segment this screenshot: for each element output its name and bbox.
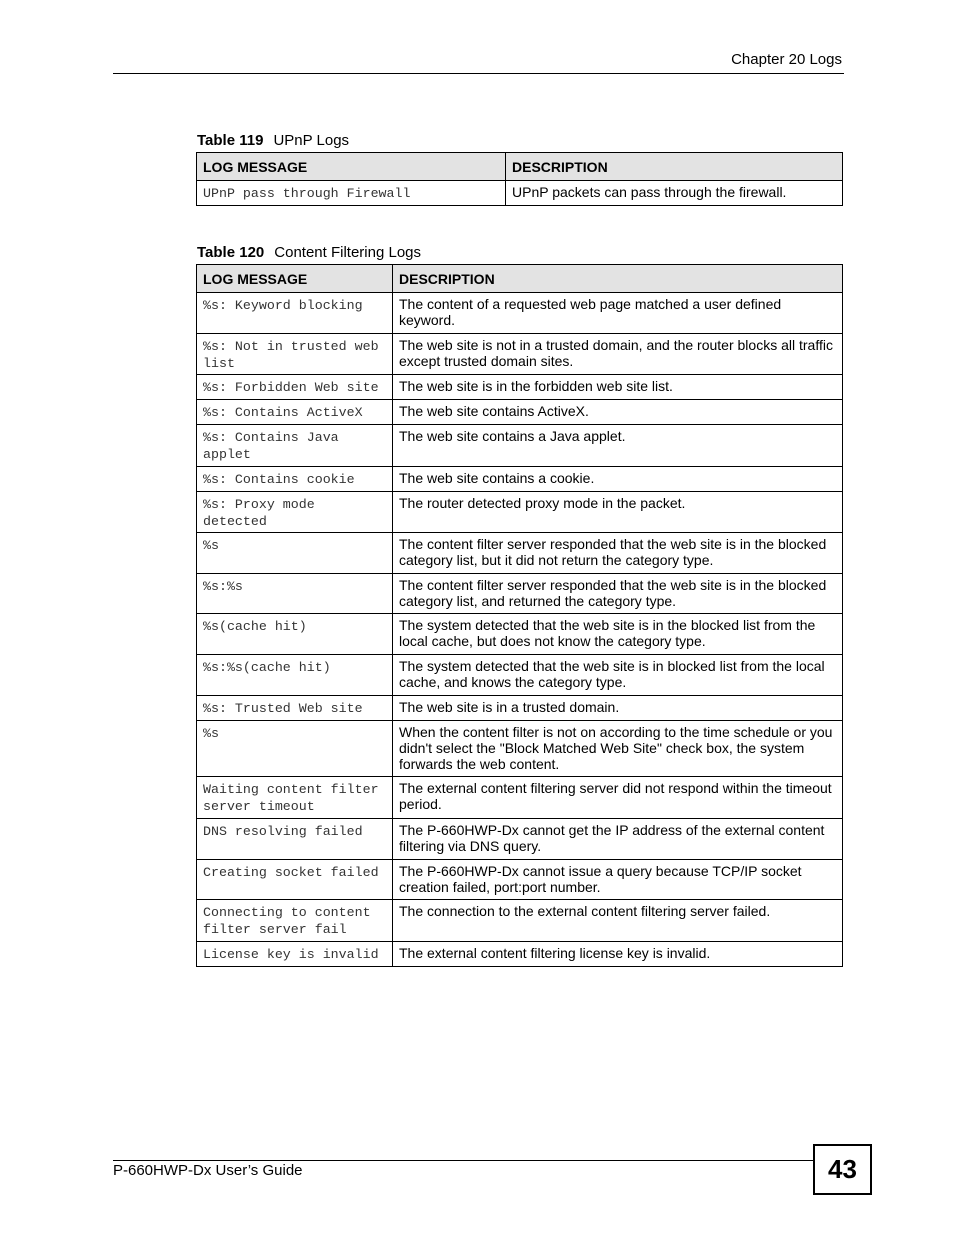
- log-message-cell: UPnP pass through Firewall: [197, 181, 506, 206]
- header-rule: [113, 73, 844, 74]
- description-cell: UPnP packets can pass through the firewall.: [506, 181, 843, 206]
- description-cell: The P-660HWP-Dx cannot issue a query because TCP/IP socket creation failed, port:port number.: [393, 860, 843, 900]
- log-message-cell: %s(cache hit): [197, 614, 393, 655]
- log-message-cell: Waiting content filter server timeout: [197, 777, 393, 819]
- description-cell: The P-660HWP-Dx cannot get the IP address of the external content filtering via DNS query.: [393, 819, 843, 860]
- description-cell: The router detected proxy mode in the packet.: [393, 492, 843, 533]
- log-message-cell: DNS resolving failed: [197, 819, 393, 860]
- log-message-cell: %s: Not in trusted web list: [197, 334, 393, 375]
- column-header-description: DESCRIPTION: [393, 265, 843, 293]
- table-row: [197, 696, 843, 721]
- description-cell: The content of a requested web page matched a user defined keyword.: [393, 293, 843, 334]
- table-119-title: UPnP Logs: [273, 132, 350, 149]
- table-row: [197, 425, 843, 467]
- table-row: [197, 655, 843, 696]
- log-message-cell: Creating socket failed: [197, 860, 393, 900]
- description-cell: When the content filter is not on according to the time schedule or you didn't select the "Block Matched Web Site" check box, the system forwards the web content.: [393, 721, 843, 777]
- table-header-row: [197, 153, 843, 181]
- table-row: [197, 492, 843, 533]
- table-row: [197, 574, 843, 614]
- table-row: [197, 181, 843, 206]
- log-message-cell: %s: Proxy mode detected: [197, 492, 393, 533]
- log-message-cell: %s: Trusted Web site: [197, 696, 393, 721]
- table-row: [197, 819, 843, 860]
- description-cell: The web site is not in a trusted domain, and the router blocks all traffic except trusted domain sites.: [393, 334, 843, 375]
- log-message-cell: %s:%s: [197, 574, 393, 614]
- table-120-label: Table 120: [197, 244, 265, 261]
- description-cell: The content filter server responded that the web site is in the blocked category list, but it did not return the category type.: [393, 533, 843, 574]
- table-row: [197, 721, 843, 777]
- description-cell: The web site is in a trusted domain.: [393, 696, 843, 721]
- log-message-cell: %s: [197, 533, 393, 574]
- log-message-cell: %s: Contains Java applet: [197, 425, 393, 467]
- table-row: [197, 860, 843, 900]
- description-cell: The system detected that the web site is in the blocked list from the local cache, but does not know the category type.: [393, 614, 843, 655]
- content-filtering-logs-table: [196, 264, 843, 967]
- description-cell: The external content filtering license key is invalid.: [393, 942, 843, 967]
- table-row: [197, 400, 843, 425]
- description-cell: The system detected that the web site is in blocked list from the local cache, and knows the category type.: [393, 655, 843, 696]
- description-cell: The web site contains ActiveX.: [393, 400, 843, 425]
- chapter-header: Chapter 20 Logs: [731, 51, 842, 68]
- description-cell: The content filter server responded that the web site is in the blocked category list, and returned the category type.: [393, 574, 843, 614]
- log-message-cell: %s: Contains ActiveX: [197, 400, 393, 425]
- log-message-cell: Connecting to content filter server fail: [197, 900, 393, 942]
- table-119-caption: [197, 132, 349, 149]
- description-cell: The web site contains a cookie.: [393, 467, 843, 492]
- table-header-row: [197, 265, 843, 293]
- description-cell: The external content filtering server did not respond within the timeout period.: [393, 777, 843, 819]
- log-message-cell: %s: Contains cookie: [197, 467, 393, 492]
- table-row: [197, 614, 843, 655]
- log-message-cell: %s: Forbidden Web site: [197, 375, 393, 400]
- log-message-cell: License key is invalid: [197, 942, 393, 967]
- column-header-description: DESCRIPTION: [506, 153, 843, 181]
- description-cell: The web site is in the forbidden web site list.: [393, 375, 843, 400]
- table-row: [197, 942, 843, 967]
- table-row: [197, 533, 843, 574]
- description-cell: The connection to the external content filtering server failed.: [393, 900, 843, 942]
- table-row: [197, 375, 843, 400]
- footer-rule: [113, 1160, 813, 1161]
- log-message-cell: %s: [197, 721, 393, 777]
- table-row: [197, 777, 843, 819]
- log-message-cell: %s: Keyword blocking: [197, 293, 393, 334]
- table-row: [197, 467, 843, 492]
- log-message-cell: %s:%s(cache hit): [197, 655, 393, 696]
- column-header-log-message: LOG MESSAGE: [197, 265, 393, 293]
- table-120-caption: [197, 244, 421, 261]
- page-number: 43: [813, 1144, 872, 1195]
- table-row: [197, 900, 843, 942]
- table-119-label: Table 119: [197, 132, 264, 149]
- column-header-log-message: LOG MESSAGE: [197, 153, 506, 181]
- guide-title: P-660HWP-Dx User’s Guide: [113, 1162, 303, 1179]
- description-cell: The web site contains a Java applet.: [393, 425, 843, 467]
- table-row: [197, 293, 843, 334]
- upnp-logs-table: [196, 152, 843, 206]
- table-row: [197, 334, 843, 375]
- table-120-title: Content Filtering Logs: [274, 244, 422, 261]
